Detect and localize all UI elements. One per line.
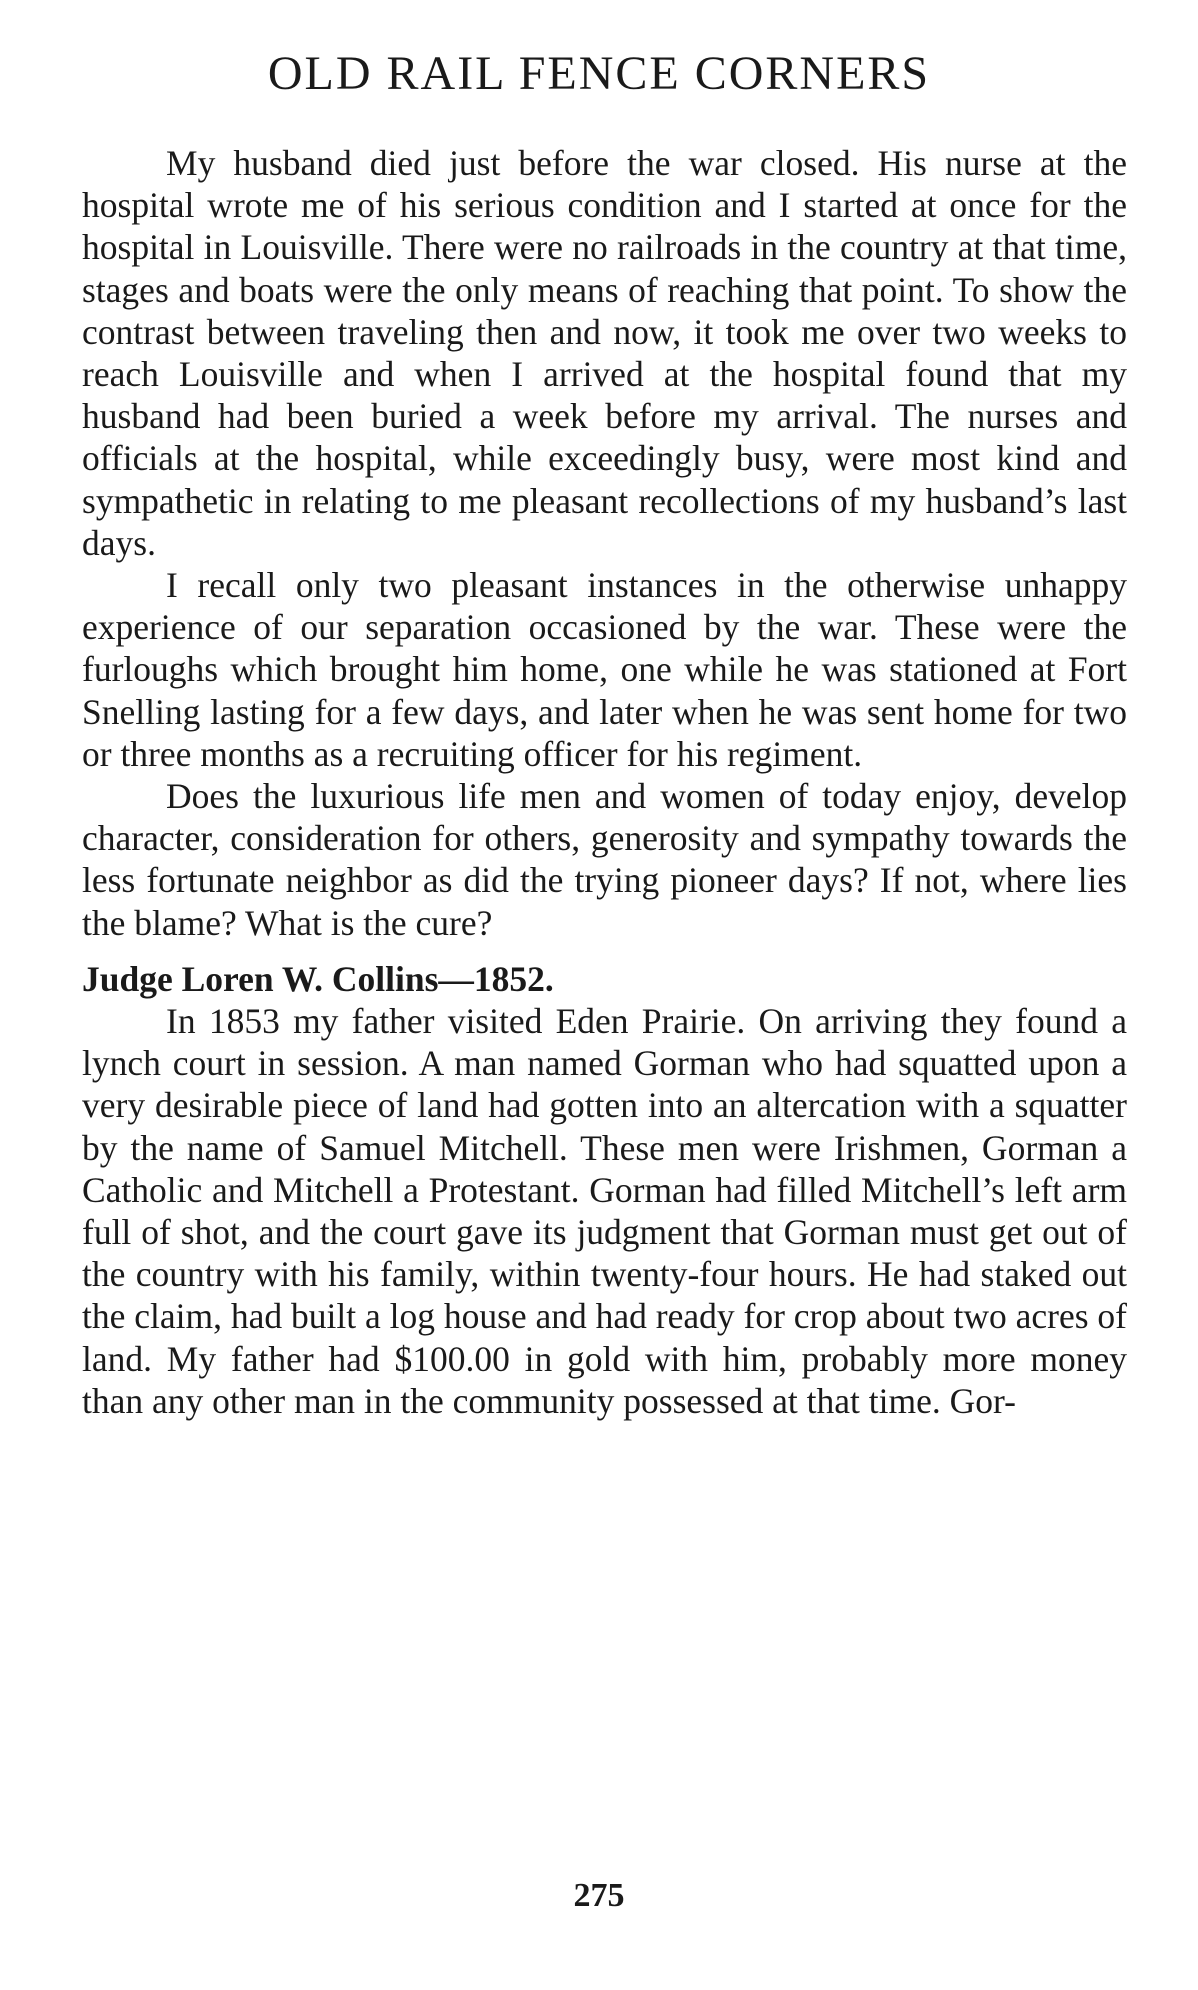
paragraph-luxurious-life: Does the luxurious life men and women of today enjoy, develop character, consideration for others, generosity and sympathy towards the less fortunate neighbor as did the trying pioneer days? If not, where lies the blame? What is the cure? xyxy=(82,776,1127,943)
running-head: OLD RAIL FENCE CORNERS xyxy=(267,47,931,100)
body-text xyxy=(82,142,1127,1422)
paragraph-furloughs: I recall only two pleasant instances in the otherwise unhappy experience of our separation occasioned by the war. These were the furloughs which brought him home, one while he was stationed at Fort Snelling lasting for a few days, and later when he was sent home for two or three months as a recruiting officer for his regiment. xyxy=(82,565,1127,774)
paragraph-eden-prairie: In 1853 my father visited Eden Prairie. On arriving they found a lynch court in session. A man named Gorman who had squatted upon a very desirable piece of land had gotten into an altercation with a squatter by the name of Samuel Mitchell. These men were Irishmen, Gorman a Catholic and Mitchell a Protestant. Gorman had filled Mitchell’s left arm full of shot, and the court gave its judgment that Gorman must get out of the country with his family, within twenty-four hours. He had staked out the claim, had built a log house and had ready for crop about two acres of land. My father had $100.00 in gold with him, probably more money than any other man in the community possessed at that time. Gor- xyxy=(82,1001,1127,1421)
page-number: 275 xyxy=(573,1877,625,1914)
section-heading: Judge Loren W. Collins—1852. xyxy=(82,958,554,999)
paragraph-husband-death: My husband died just before the war closed. His nurse at the hospital wrote me of his serious condition and I started at once for the hospital in Louisville. There were no railroads in the country at that time, stages and boats were the only means of reaching that point. To show the contrast between traveling then and now, it took me over two weeks to reach Louisville and when I arrived at the hospital found that my husband had been buried a week before my arrival. The nurses and officials at the hospital, while exceedingly busy, were most kind and sympathetic in relating to me pleasant recollections of my husband’s last days. xyxy=(82,143,1127,563)
